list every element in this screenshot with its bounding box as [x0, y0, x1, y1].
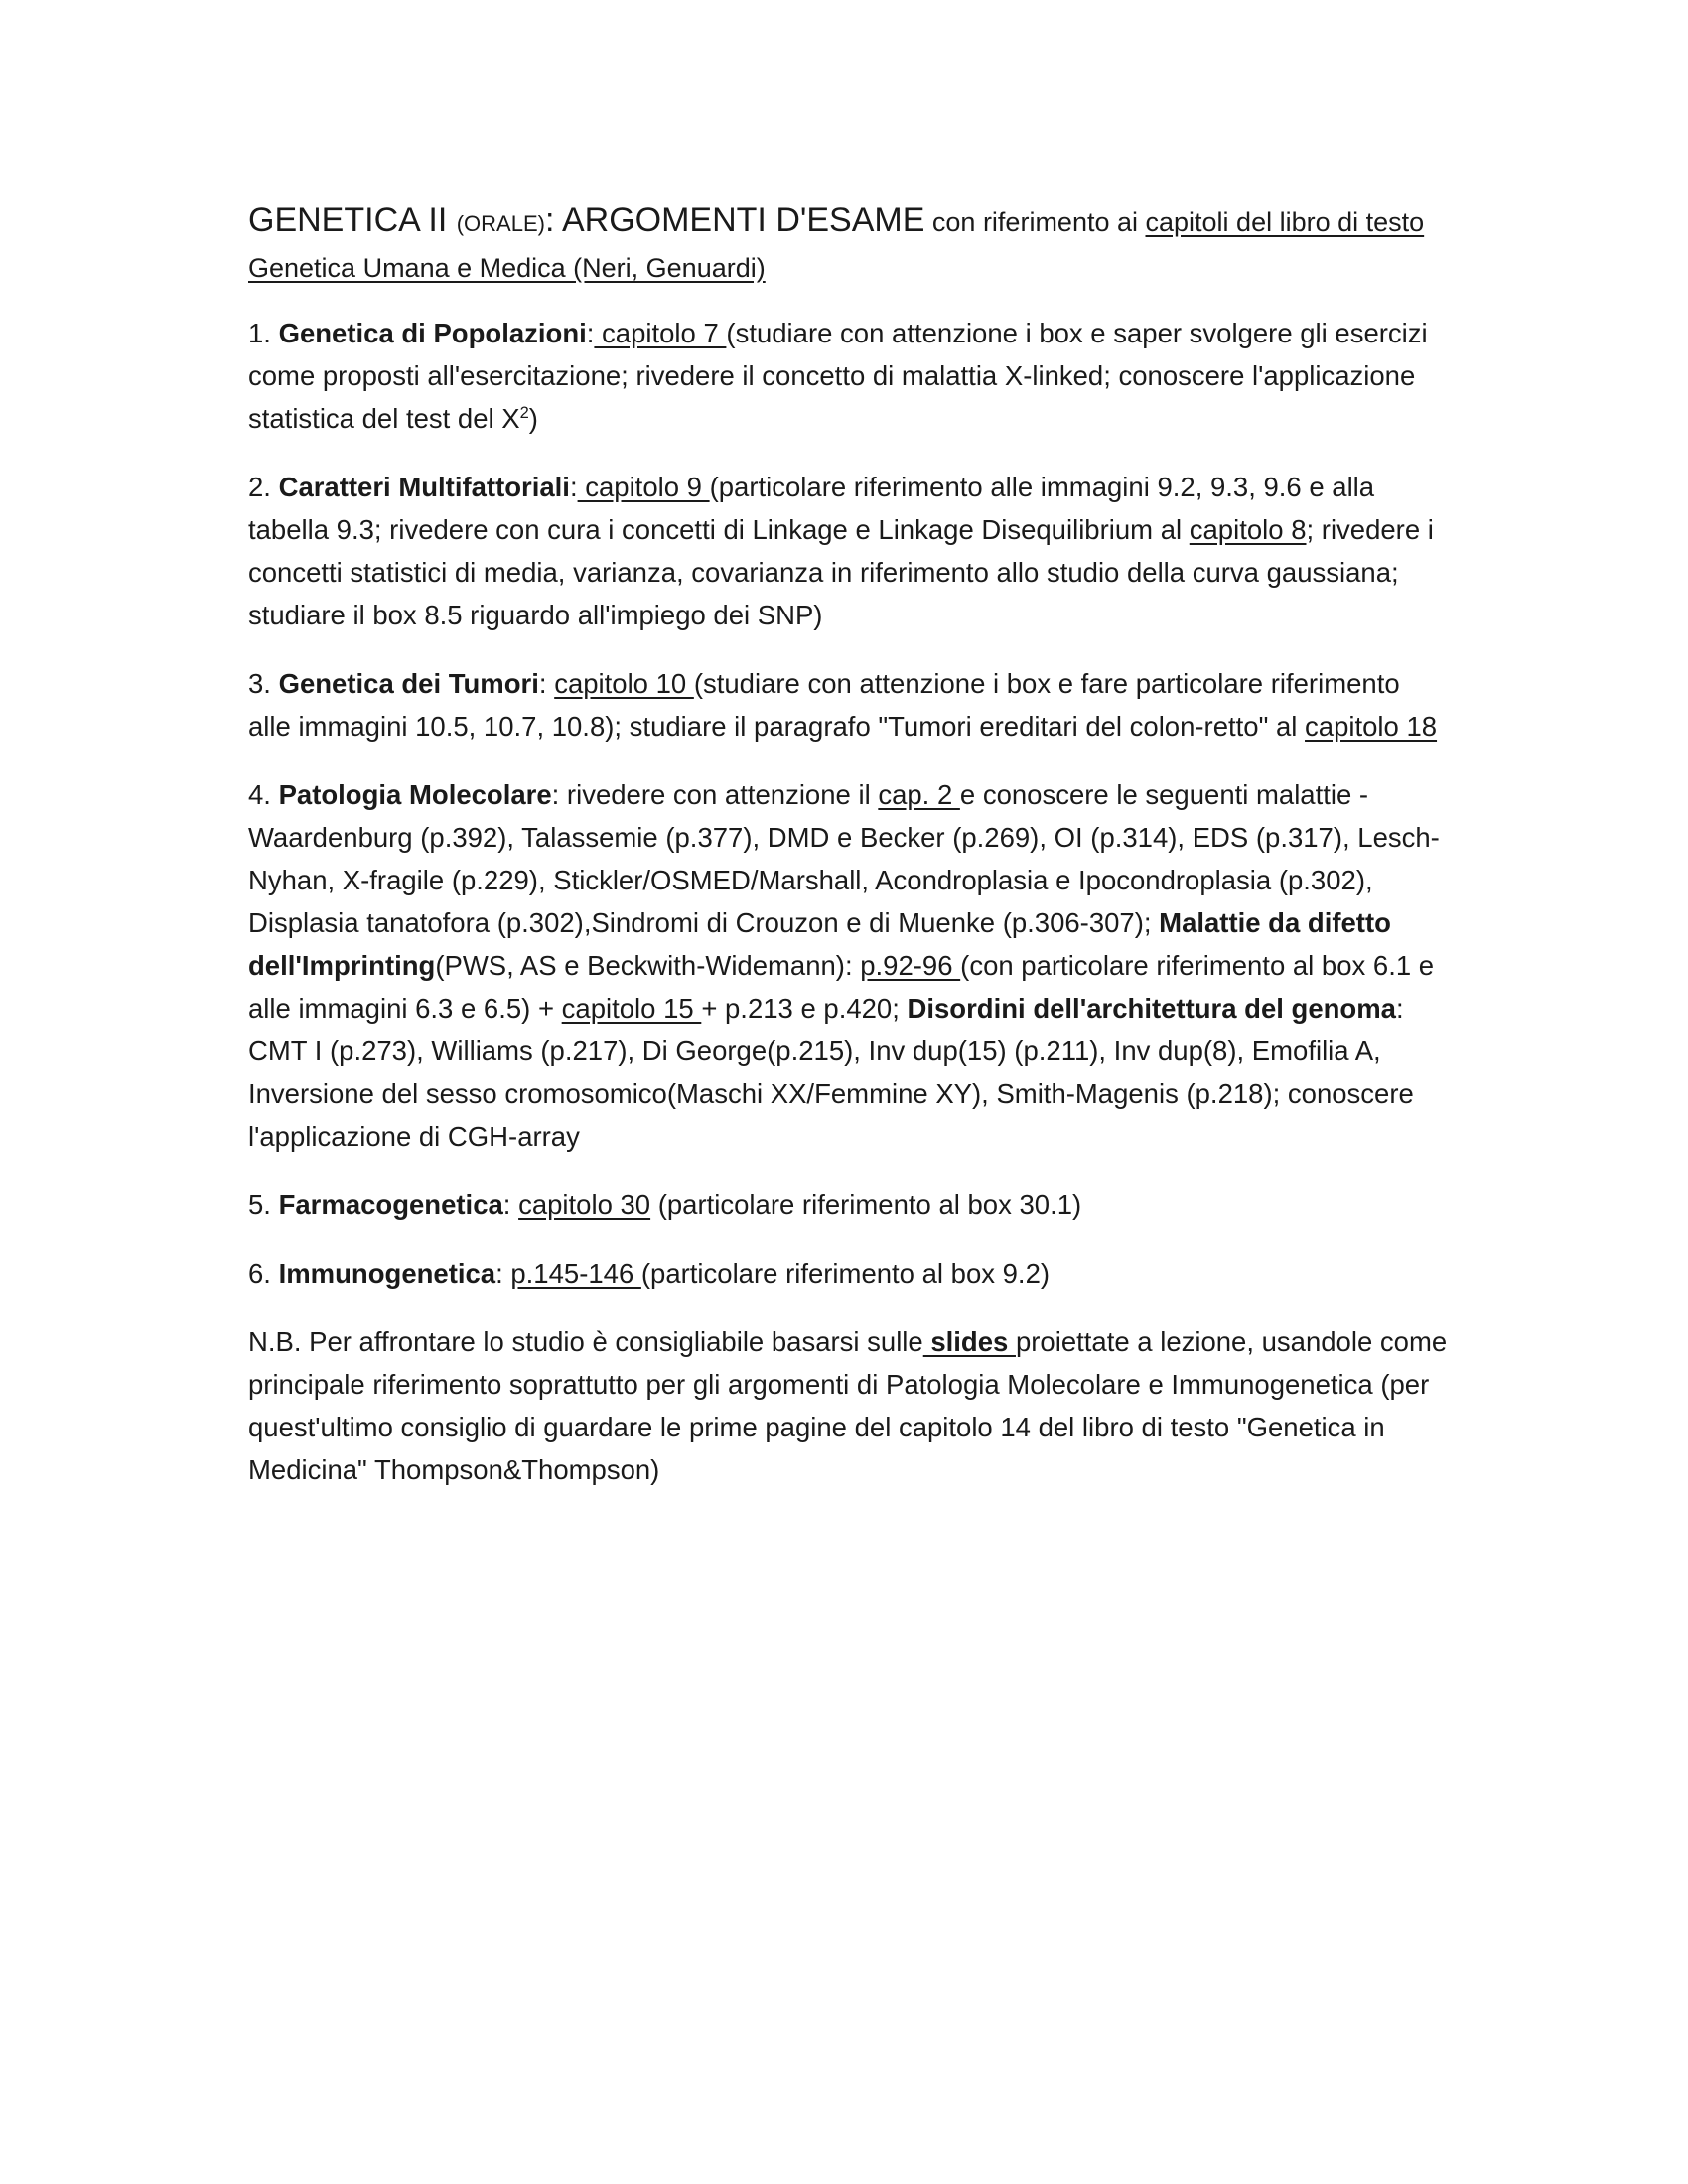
section-number: 5.	[248, 1189, 279, 1220]
chapter-reference: capitolo 9	[577, 472, 710, 502]
title-reference: capitoli del libro di testo Genetica Umana e Medica (Neri, Genuardi)	[248, 207, 1425, 283]
section-heading: Genetica di Popolazioni	[278, 318, 587, 348]
chapter-reference: capitolo 30	[518, 1189, 651, 1220]
section-number: 4.	[248, 779, 279, 810]
subsection-heading: Disordini dell'architettura del genoma	[907, 993, 1396, 1024]
section-heading: Farmacogenetica	[278, 1189, 503, 1220]
chapter-reference: capitolo 10	[554, 668, 694, 699]
section-2	[248, 466, 1450, 636]
document-page	[248, 199, 1450, 1517]
text: :	[569, 472, 578, 502]
text: :	[495, 1258, 511, 1289]
section-1	[248, 312, 1450, 440]
section-heading: Patologia Molecolare	[278, 779, 552, 810]
title-part: : ARGOMENTI D'ESAME	[544, 202, 925, 239]
text: (particolare riferimento alle immagini 9.2, 9.3, 9.6 e alla tabella 9.3; rivedere con cura i concetti di Linkage e Linkage Disequilibrium al	[248, 472, 1375, 545]
chapter-reference: cap. 2	[878, 779, 960, 810]
text: e conoscere le seguenti malattie - Waardenburg (p.392), Talassemie (p.377), DMD e Becker (p.269), OI (p.314), EDS (p.317), Lesch-Nyhan, X-fragile (p.229), Stickler/OSMED/Marshall, Acondroplasia e Ipocondroplasia (p.302), Displasia tanatofora (p.302),Sindromi di Crouzon e di Muenke (p.306-307);	[248, 779, 1440, 938]
page-reference: p.145-146	[510, 1258, 641, 1289]
text: (particolare riferimento al box 30.1)	[650, 1189, 1082, 1220]
slides-reference: slides	[922, 1326, 1016, 1357]
page-reference: p.92-96	[860, 950, 961, 981]
text: ; rivedere i concetti statistici di media, varianza, covarianza in riferimento allo studio della curva gaussiana; studiare il box 8.5 riguardo all'impiego dei SNP)	[248, 514, 1434, 630]
section-number: 3.	[248, 668, 279, 699]
text: proiettate a lezione, usandole come principale riferimento soprattutto per gli argomenti di Patologia Molecolare e Immunogenetica (per quest'ultimo consiglio di guardare le prime pagine del capitolo 14 del libro di testo "Genetica in Medicina" Thompson&Thompson)	[248, 1326, 1448, 1485]
text: N.B. Per affrontare lo studio è consigliabile basarsi sulle	[248, 1326, 923, 1357]
section-heading: Immunogenetica	[278, 1258, 496, 1289]
page-title	[248, 199, 1450, 290]
section-heading: Genetica dei Tumori	[278, 668, 539, 699]
text: (con particolare riferimento al box 6.1 e alle immagini 6.3 e 6.5) +	[248, 950, 1435, 1024]
title-part: (ORALE)	[456, 211, 545, 236]
subsection-heading: Malattie da difetto dell'Imprinting	[248, 907, 1391, 981]
superscript: 2	[519, 403, 529, 422]
text: : CMT I (p.273), Williams (p.217), Di George(p.215), Inv dup(15) (p.211), Inv dup(8), Emofilia A, Inversione del sesso cromosomico(Maschi XX/Femmine XY), Smith-Magenis (p.218); conoscere l'applicazione di CGH-array	[248, 993, 1414, 1152]
text: )	[528, 403, 538, 434]
section-number: 6.	[248, 1258, 279, 1289]
text: (studiare con attenzione i box e fare particolare riferimento alle immagini 10.5, 10.7, 10.8); studiare il paragrafo "Tumori ereditari del colon-retto" al	[248, 668, 1400, 742]
title-part: GENETICA II	[248, 202, 457, 239]
text: (particolare riferimento al box 9.2)	[640, 1258, 1051, 1289]
chapter-reference: capitolo 7	[594, 318, 727, 348]
text: : rivedere con attenzione il	[551, 779, 879, 810]
title-part: con riferimento ai	[924, 207, 1146, 237]
text: (PWS, AS e Beckwith-Widemann):	[435, 950, 861, 981]
text: :	[586, 318, 595, 348]
text: + p.213 e p.420;	[701, 993, 908, 1024]
section-3	[248, 662, 1450, 748]
chapter-reference: capitolo 15	[561, 993, 702, 1024]
section-number: 1.	[248, 318, 279, 348]
chapter-reference: capitolo 8	[1189, 514, 1307, 545]
text: :	[538, 668, 555, 699]
section-number: 2.	[248, 472, 279, 502]
section-heading: Caratteri Multifattoriali	[278, 472, 570, 502]
note-paragraph	[248, 1320, 1450, 1491]
section-6	[248, 1252, 1450, 1295]
section-4	[248, 773, 1450, 1158]
text: :	[502, 1189, 519, 1220]
text: (studiare con attenzione i box e saper svolgere gli esercizi come proposti all'esercitazione; rivedere il concetto di malattia X-linked; conoscere l'applicazione statistica del test del X	[248, 318, 1428, 434]
section-5	[248, 1183, 1450, 1226]
chapter-reference: capitolo 18	[1305, 711, 1438, 742]
